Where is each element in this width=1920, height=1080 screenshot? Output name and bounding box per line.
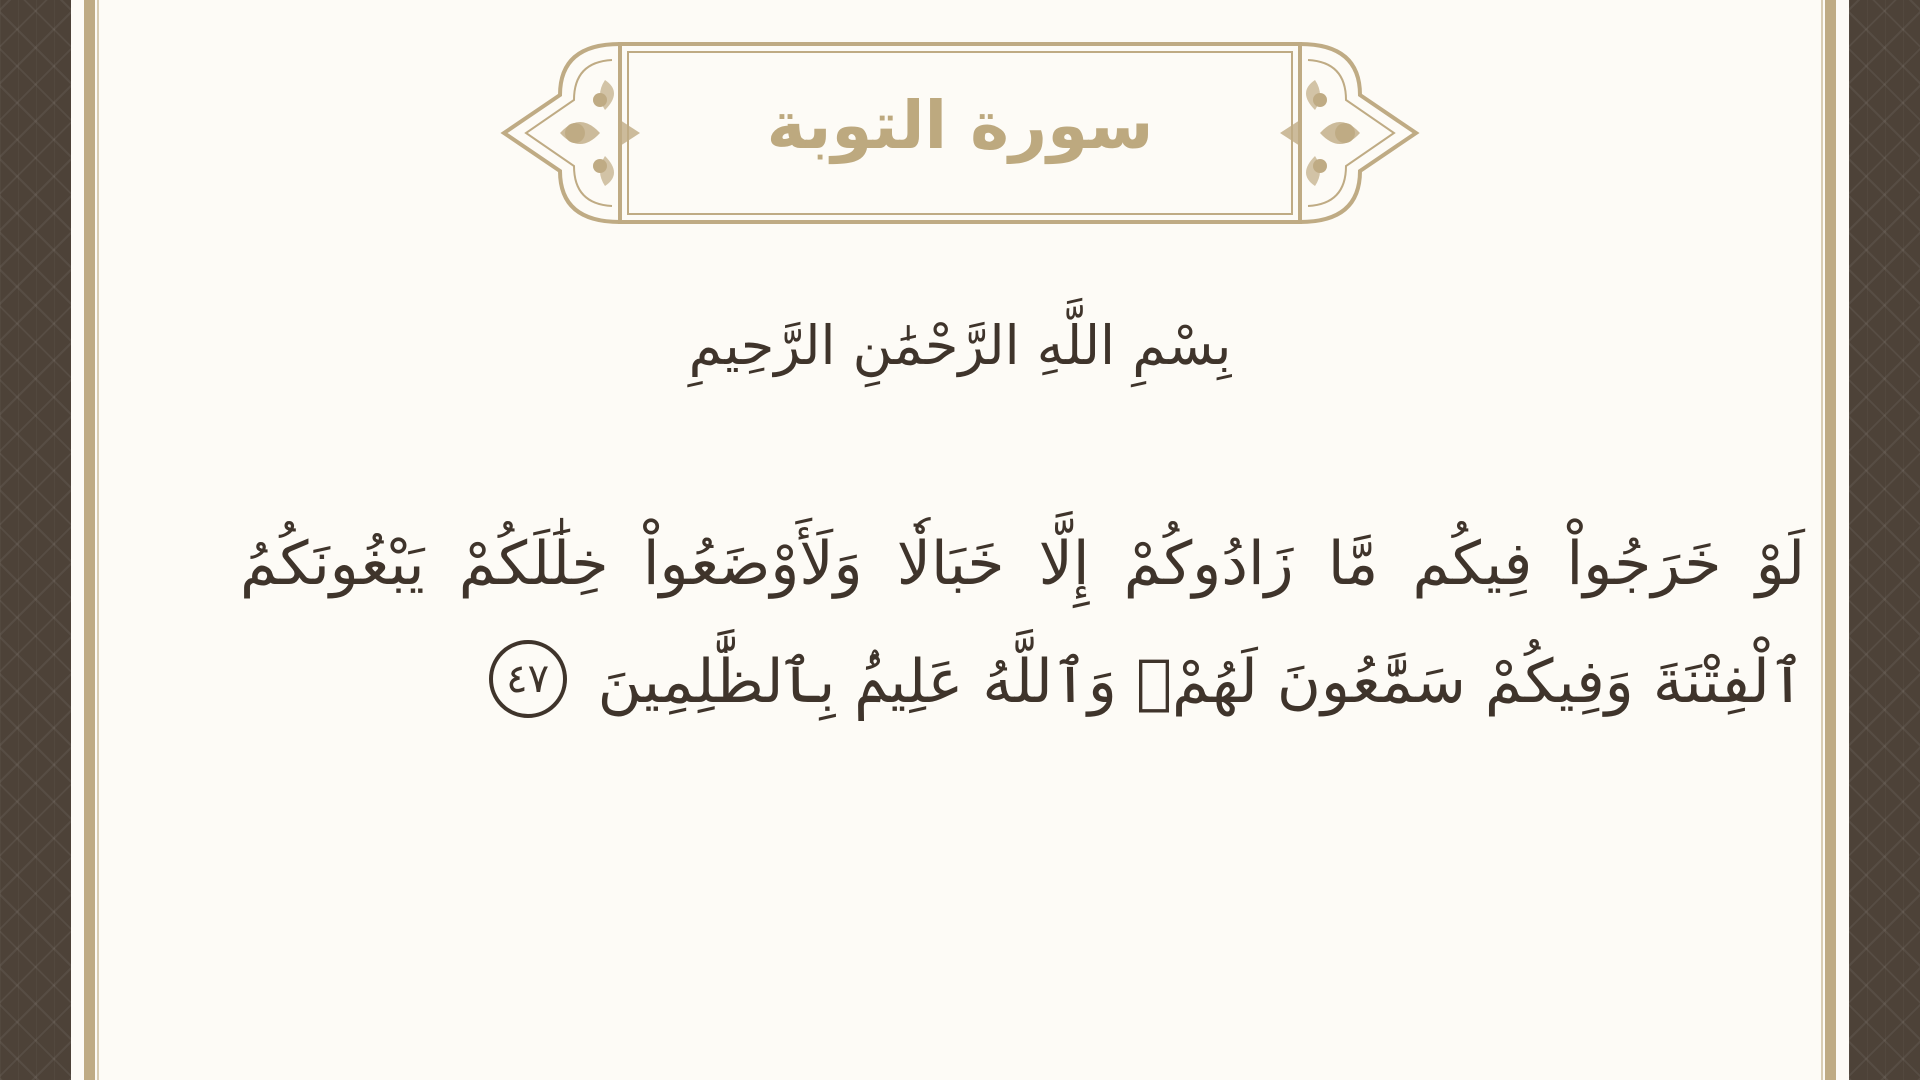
verse-text-block: [240, 505, 1805, 741]
ayah-number-marker: ٤٧: [489, 640, 567, 718]
left-gold-border: [84, 0, 95, 1080]
basmala-calligraphy: بِسْمِ اللَّهِ الرَّحْمَٰنِ الرَّحِيمِ: [688, 313, 1232, 377]
surah-title: سورة التوبة: [766, 86, 1154, 164]
right-gold-border: [1825, 0, 1836, 1080]
surah-title-frame: [500, 40, 1420, 230]
left-inner-line: [97, 0, 99, 1080]
right-inner-line: [1821, 0, 1823, 1080]
verse-text: لَوْ خَرَجُواْ فِيكُم مَّا زَادُوكُمْ إِلَّا خَبَالٗا وَلَأَوْضَعُواْ خِلَٰلَكُمْ يَبْغُونَكُمُ ٱلْفِتْنَةَ وَفِيكُمْ سَمَّٰعُونَ لَهُمْۗ وَٱللَّهُ عَلِيمُۢ بِٱلظَّٰلِمِينَ: [240, 529, 1805, 717]
left-geometric-border: [0, 0, 71, 1080]
right-geometric-border: [1849, 0, 1920, 1080]
